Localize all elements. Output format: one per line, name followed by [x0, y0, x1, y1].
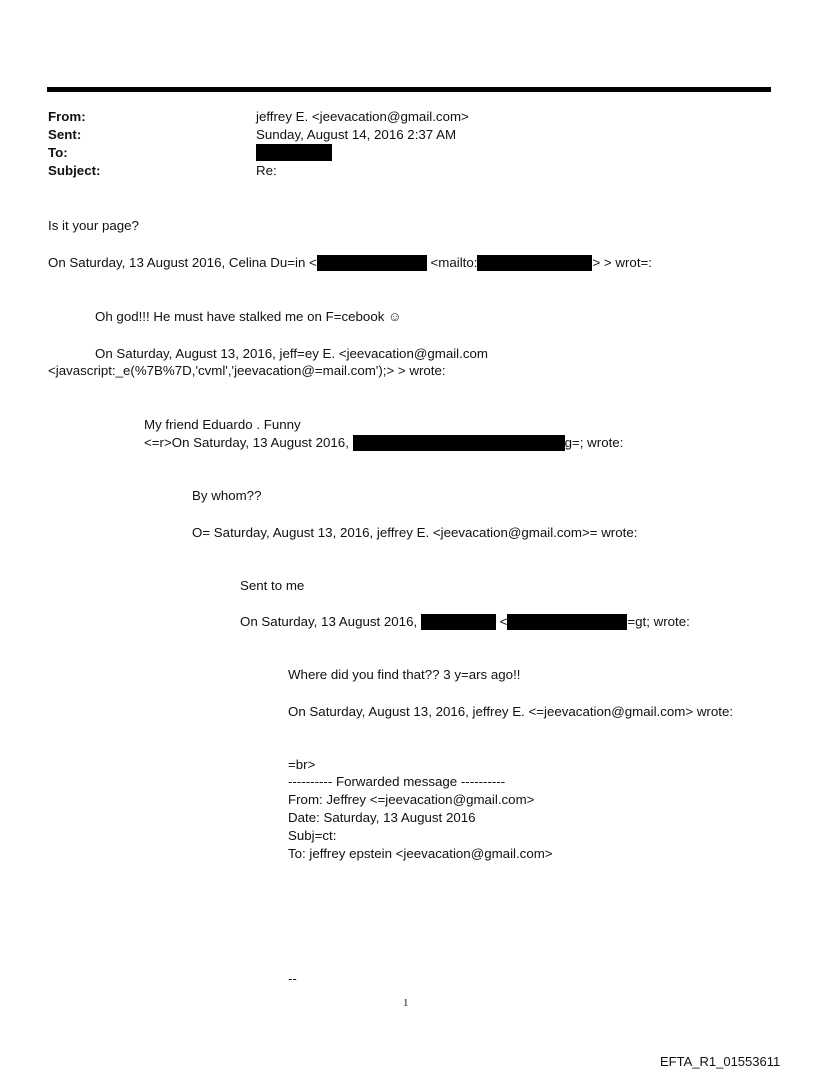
mailto-text: <mailto:: [430, 255, 478, 270]
body-line: On Saturday, August 13, 2016, jeffrey E. <=jeevacation@gmail.com> wrote:: [288, 704, 734, 719]
subject-label: Subject:: [48, 163, 101, 178]
email-redaction: [317, 255, 427, 271]
body-line: On Saturday, August 13, 2016, jeff=ey E. <jeevacation@gmail.com: [95, 346, 488, 361]
page-number: 1: [403, 997, 409, 1009]
body-line: O= Saturday, August 13, 2016, jeffrey E. <jeevacation@gmail.com>= wrote:: [192, 525, 638, 540]
body-line: [240, 613, 690, 630]
body-line: =br>: [288, 757, 316, 772]
to-label: To:: [48, 145, 68, 160]
email-redaction: [477, 255, 592, 271]
quote-intro: On Saturday, 13 August 2016, Celina Du=in <: [48, 255, 317, 270]
body-line: By whom??: [192, 488, 262, 503]
body-line: My friend Eduardo . Funny: [144, 417, 301, 432]
to-redaction: [256, 144, 332, 161]
quote-intro: <=r>On Saturday, 13 August 2016,: [144, 435, 349, 450]
body-line: Where did you find that?? 3 y=ars ago!!: [288, 667, 521, 682]
body-line: Is it your page?: [48, 218, 139, 233]
body-line: <javascript:_e(%7B%7D,'cvml','jeevacation@=mail.com');> > wrote:: [48, 363, 446, 378]
body-line: [144, 434, 623, 451]
forwarded-from: From: Jeffrey <=jeevacation@gmail.com>: [288, 792, 535, 807]
email-redaction: [507, 614, 627, 630]
forwarded-subject: Subj=ct:: [288, 828, 337, 843]
forwarded-date: Date: Saturday, 13 August 2016: [288, 810, 476, 825]
angle-bracket: <: [499, 614, 508, 629]
sent-label: Sent:: [48, 127, 82, 142]
body-line: [48, 254, 652, 271]
from-value: jeffrey E. <jeevacation@gmail.com>: [256, 109, 469, 124]
forwarded-to: To: jeffrey epstein <jeevacation@gmail.com>: [288, 846, 553, 861]
name-redaction: [421, 614, 496, 630]
document-id: EFTA_R1_01553611: [660, 1054, 781, 1069]
name-redaction: [353, 435, 565, 451]
body-line: Oh god!!! He must have stalked me on F=cebook ☺: [95, 309, 402, 324]
signature-dashes: --: [288, 971, 297, 986]
subject-value: Re:: [256, 163, 277, 178]
body-line: Sent to me: [240, 578, 305, 593]
quote-suffix: =gt; wrote:: [627, 614, 690, 629]
from-label: From:: [48, 109, 86, 124]
quote-suffix: g=; wrote:: [564, 435, 624, 450]
header-rule: [47, 87, 771, 92]
quote-suffix: > > wrot=:: [592, 255, 652, 270]
quote-intro: On Saturday, 13 August 2016,: [240, 614, 418, 629]
forwarded-separator: ---------- Forwarded message ----------: [288, 774, 506, 789]
sent-value: Sunday, August 14, 2016 2:37 AM: [256, 127, 457, 142]
